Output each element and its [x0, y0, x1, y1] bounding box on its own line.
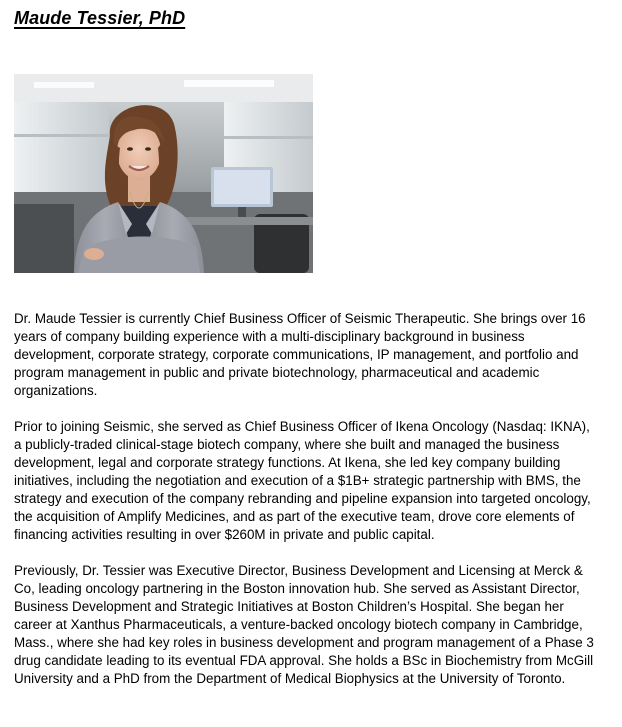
cabinet — [14, 204, 74, 273]
biography-text — [14, 310, 599, 706]
window-frame — [14, 134, 109, 137]
desk-surface — [184, 217, 313, 225]
ceiling-light — [184, 80, 274, 87]
profile-photo — [14, 74, 313, 273]
bio-paragraph-2: Prior to joining Seismic, she served as Chief Business Officer of Ikena Oncology (Nasdaq: IKNA), a publicly-traded clinical-stage biotech company, where she built and managed the business development, legal and corporate strategy functions. At Ikena, she led key company building initiatives, including the negotiation and execution of a $1B+ strategic partnership with BMS, the strategy and execution of the company rebranding and pipeline expansion into targeted oncology, the acquisition of Amplify Medicines, and as part of the executive team, drove core elements of financing activities resulting in over $260M in private and public capital. — [14, 419, 591, 542]
ceiling-light — [34, 82, 94, 88]
eye-right — [145, 147, 151, 151]
eye-left — [127, 147, 133, 151]
window-frame — [224, 136, 313, 139]
bio-paragraph-1: Dr. Maude Tessier is currently Chief Business Officer of Seismic Therapeutic. She brings over 16 years of company building experience with a multi-disciplinary background in business development, corporate strategy, corporate communications, IP management, and portfolio and program management in public and private biotechnology, pharmaceutical and academic organizations. — [14, 311, 586, 398]
profile-name-heading: Maude Tessier, PhD — [14, 8, 186, 28]
hand — [84, 248, 104, 260]
monitor-screen — [214, 170, 270, 204]
monitor-stand — [238, 207, 246, 217]
bio-paragraph-3: Previously, Dr. Tessier was Executive Director, Business Development and Licensing at Merck & Co, leading oncology partnering in the Boston innovation hub. She served as Assistant Director, Business Development and Strategic Initiatives at Boston Children’s Hospital. She began her career at Xanthus Pharmaceuticals, a venture-backed oncology biotech company in Cambridge, Mass., where she had key roles in business development and program management of a Phase 3 drug candidate leading to its eventual FDA approval. She holds a BSc in Biochemistry from McGill University and a PhD from the Department of Medical Biophysics at the University of Toronto. — [14, 563, 594, 686]
window-wall — [14, 102, 109, 192]
